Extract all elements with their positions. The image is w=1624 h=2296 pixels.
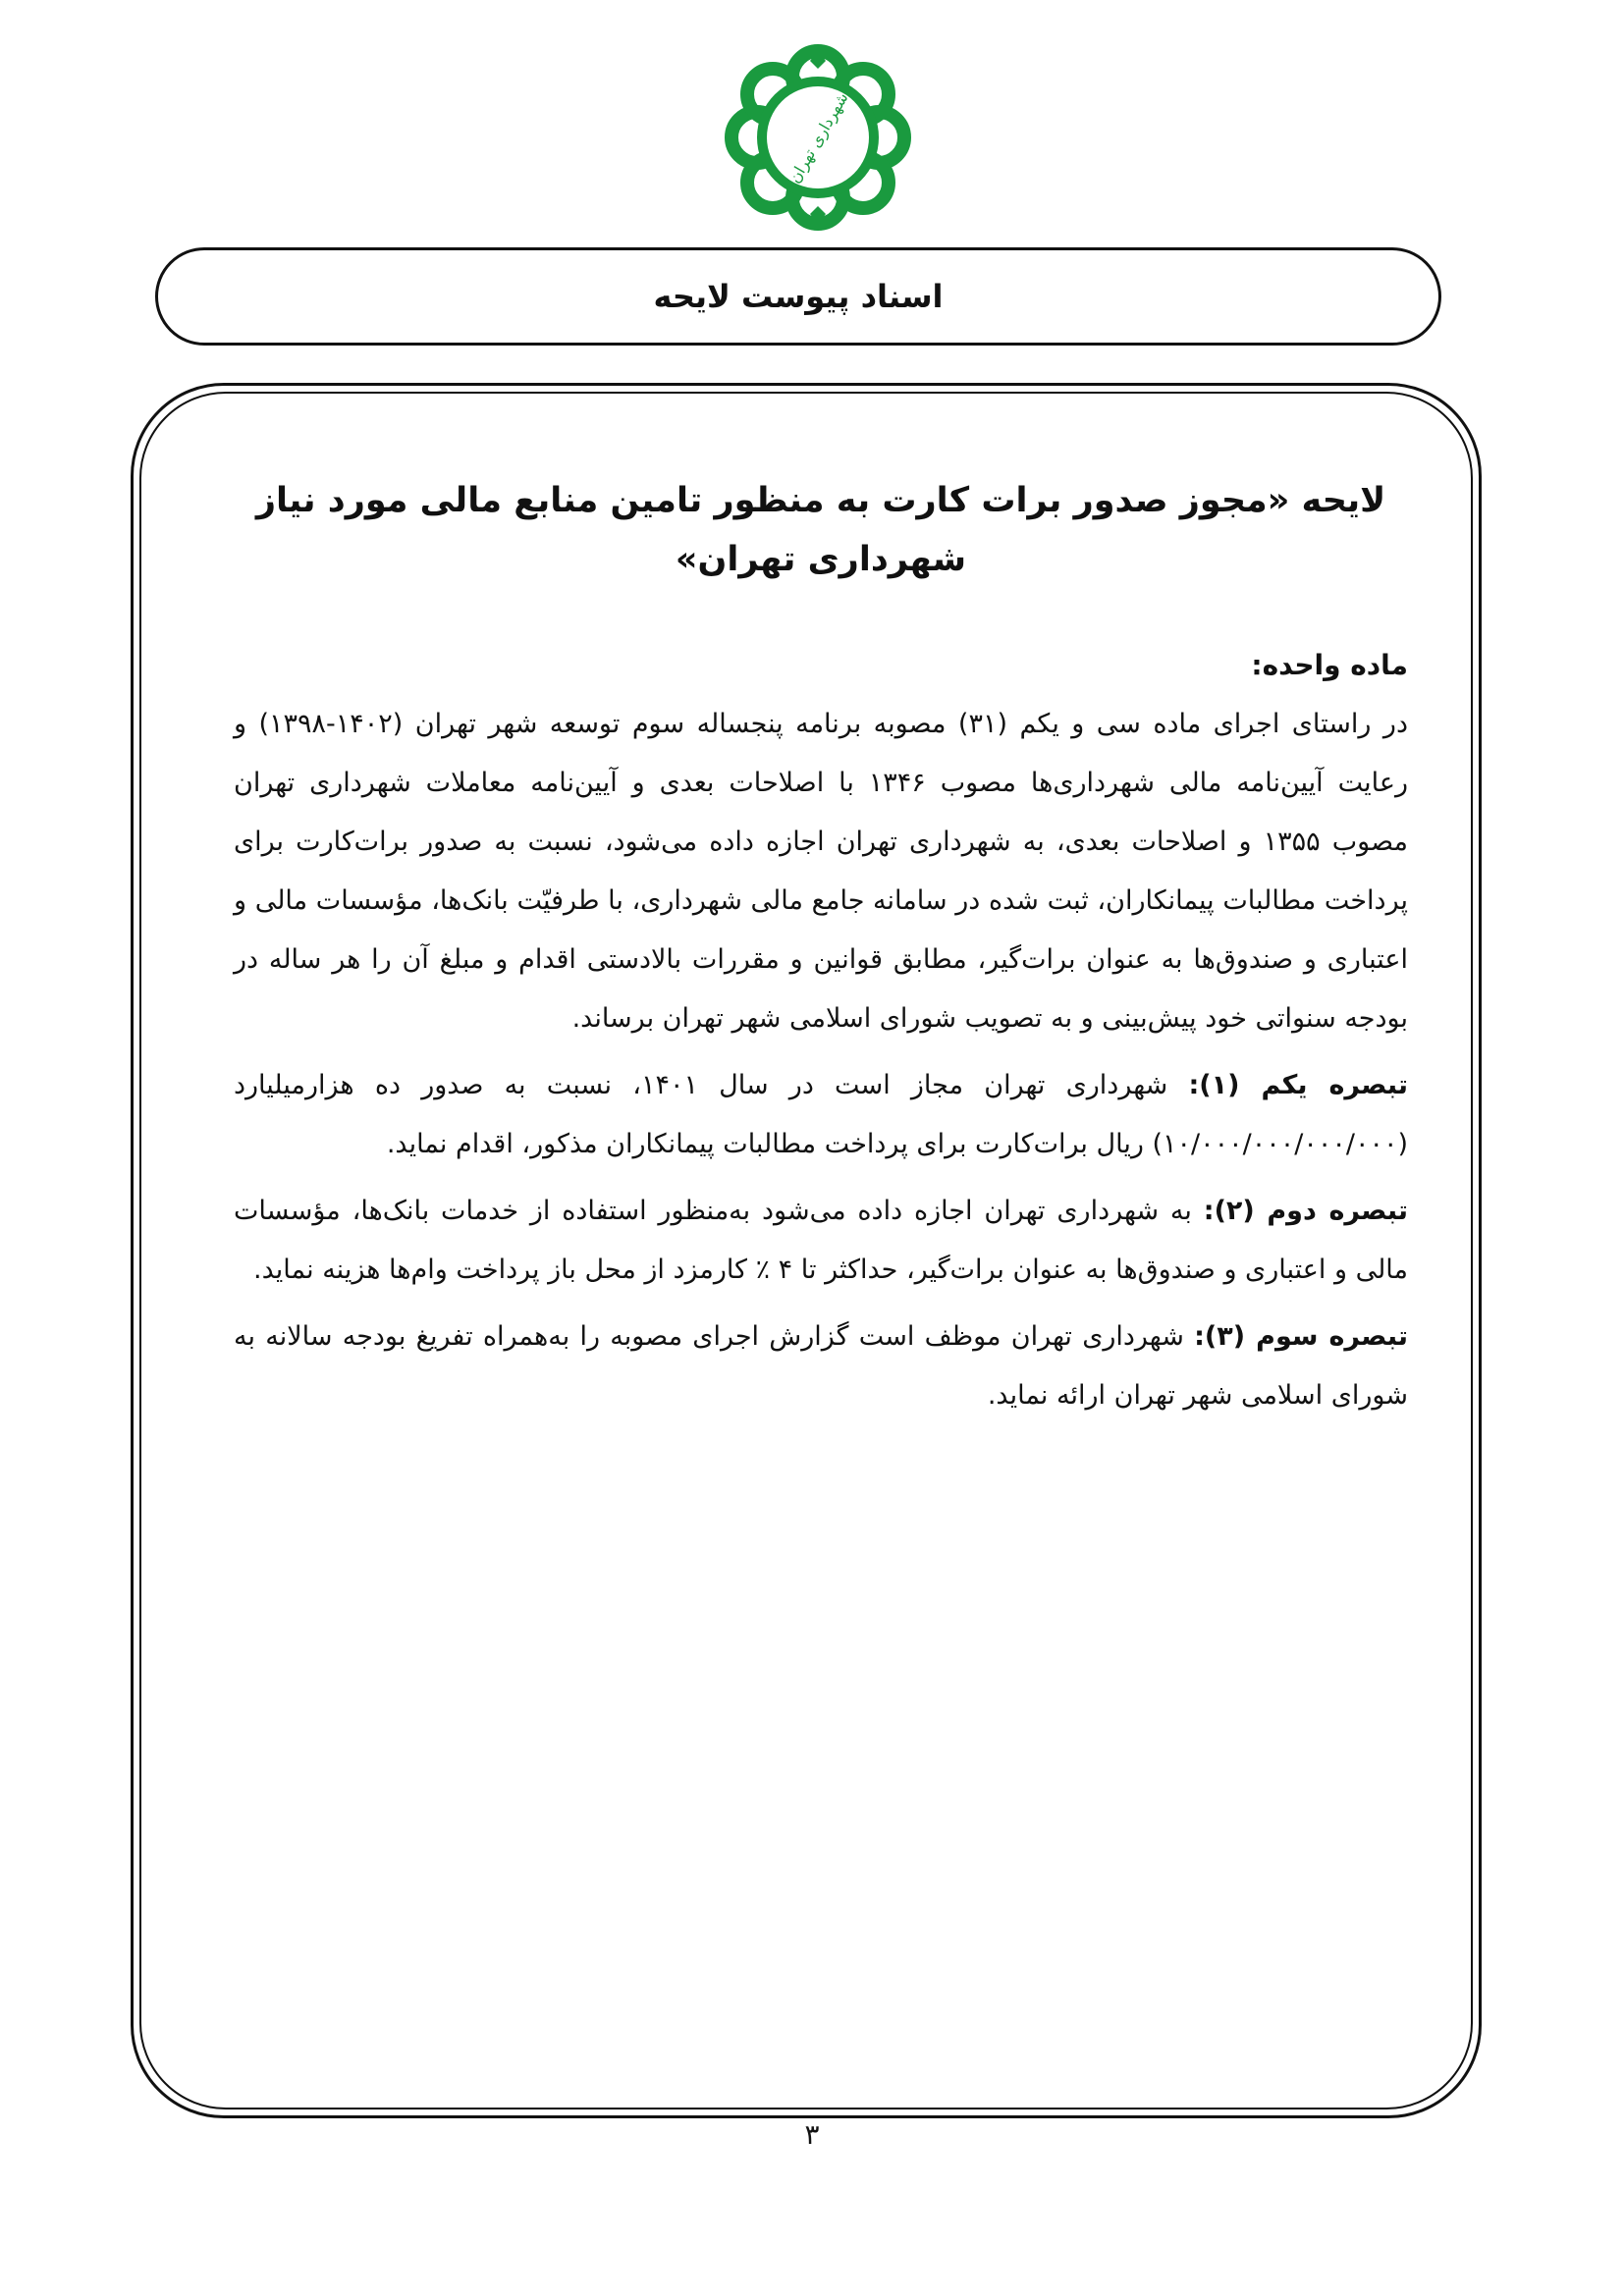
tehran-municipality-logo: [720, 39, 916, 236]
note-1: [234, 1056, 1408, 1174]
note-3: [234, 1308, 1408, 1425]
article-label: ماده واحده:: [1251, 649, 1408, 681]
page-number: ۳: [804, 2118, 820, 2151]
document-title: لایحه «مجوز صدور برات کارت به منظور تامین منابع مالی مورد نیاز شهرداری تهران»: [255, 481, 1386, 579]
note-1-label: تبصره یکم (۱):: [1188, 1070, 1408, 1100]
flower-emblem-icon: [720, 39, 916, 236]
note-2-text: به شهرداری تهران اجازه داده می‌شود به‌منظور استفاده از خدمات بانک‌ها، مؤسسات مالی و اعتباری و صندوق‌ها به عنوان برات‌گیر، حداکثر تا ۴ ٪ کارمزد از محل باز پرداخت وام‌ها هزینه نماید.: [234, 1196, 1408, 1285]
attachments-header-box: [155, 247, 1441, 346]
note-1-text: شهرداری تهران مجاز است در سال ۱۴۰۱، نسبت به صدور ده هزارمیلیارد (۱۰/۰۰۰/۰۰۰/۰۰۰/۰۰۰) ریال برات‌کارت برای پرداخت مطالبات پیمانکاران مذکور، اقدام نماید.: [234, 1070, 1408, 1159]
note-2-label: تبصره دوم (۲):: [1203, 1196, 1408, 1226]
article-text: در راستای اجرای ماده سی و یکم (۳۱) مصوبه برنامه پنجساله سوم توسعه شهر تهران (۱۴۰۲-۱۳۹۸) و رعایت آیین‌نامه مالی شهرداری‌ها مصوب ۱۳۴۶ با اصلاحات بعدی و آیین‌نامه معاملات شهرداری تهران مصوب ۱۳۵۵ و اصلاحات بعدی، به شهرداری تهران اجازه داده می‌شود، نسبت به صدور برات‌کارت برای پرداخت مطالبات پیمانکاران، ثبت شده در سامانه جامع مالی شهرداری، با طرفیّت بانک‌ها، مؤسسات مالی و اعتباری و صندوق‌ها به عنوان برات‌گیر، مطابق قوانین و مقررات بالادستی اقدام و مبلغ آن را هر ساله در بودجه سنواتی خود پیش‌بینی و به تصویب شورای اسلامی شهر تهران برساند.: [234, 709, 1408, 1034]
note-3-label: تبصره سوم (۳):: [1194, 1321, 1408, 1352]
document-content: [234, 471, 1408, 1433]
logo-text: شهرداری تهران: [785, 88, 852, 187]
note-3-text: شهرداری تهران موظف است گزارش اجرای مصوبه را به‌همراه تفریغ بودجه سالانه به شورای اسلامی شهر تهران ارائه نماید.: [234, 1321, 1408, 1411]
note-2: [234, 1182, 1408, 1300]
header-title: اسناد پیوست لایحه: [653, 278, 944, 315]
